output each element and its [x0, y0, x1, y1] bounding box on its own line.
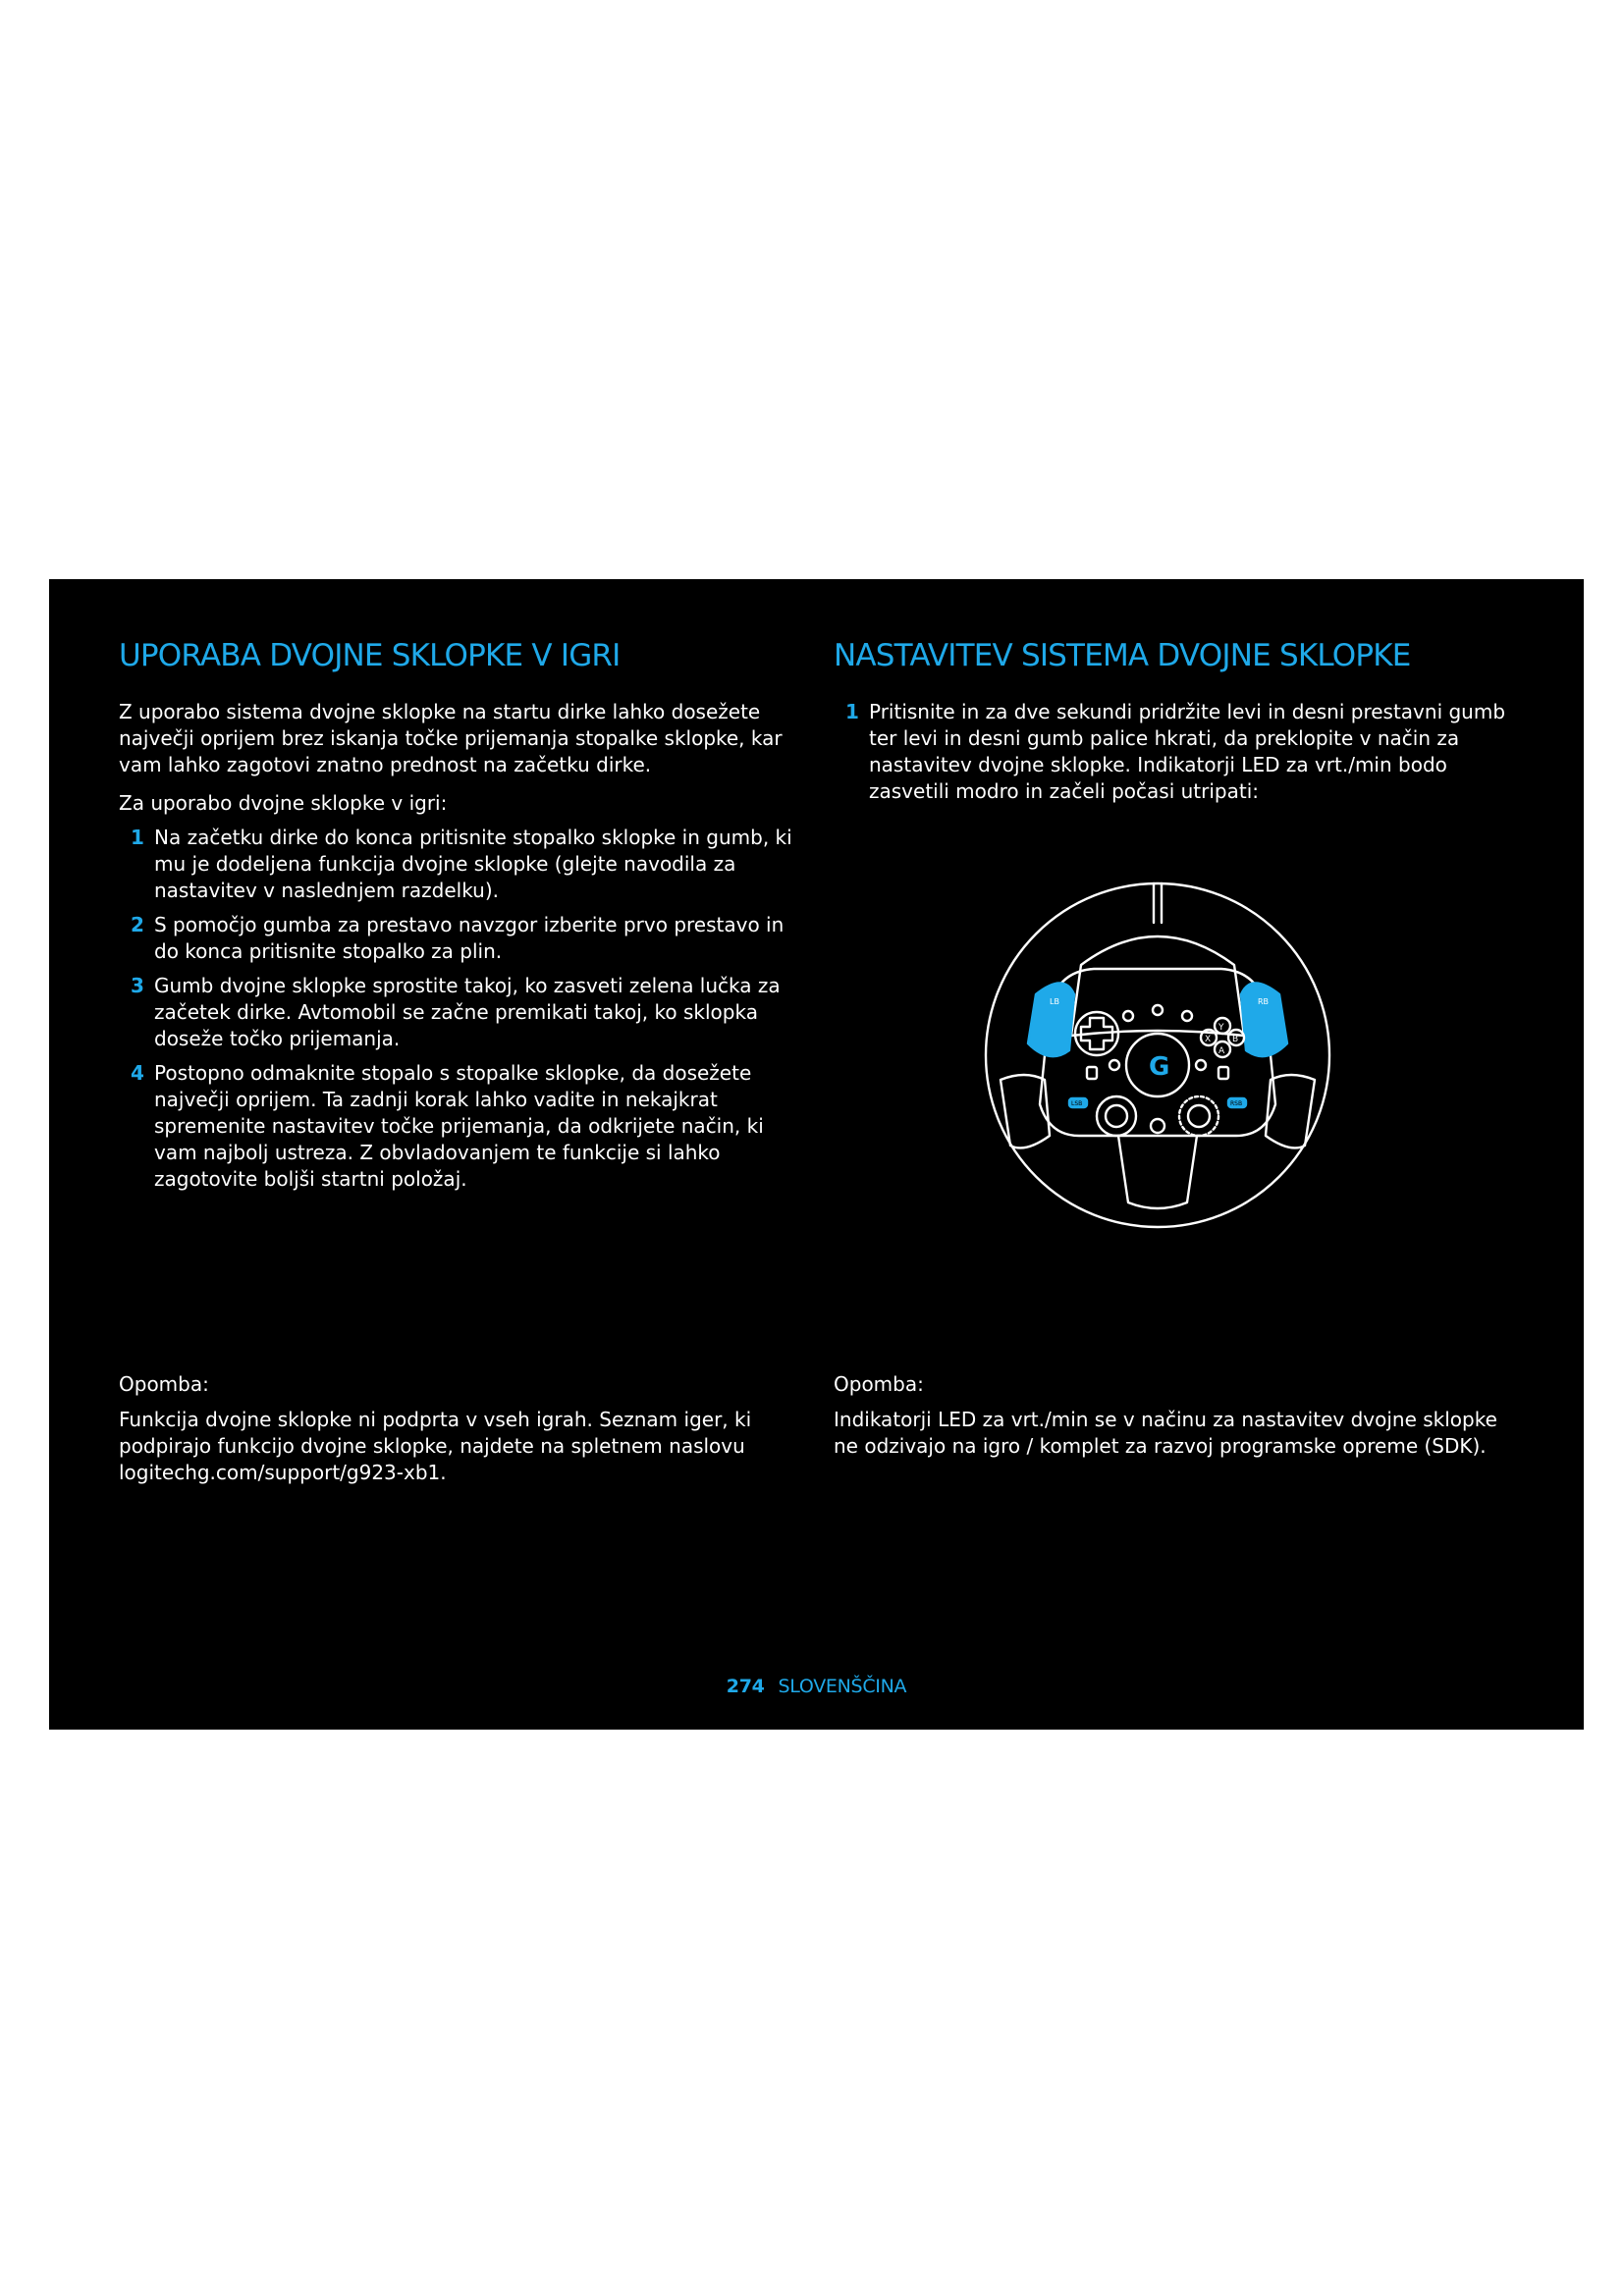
b-label: B [1232, 1035, 1239, 1044]
small-button-icon [1110, 1060, 1119, 1070]
step-item [119, 825, 806, 904]
left-heading: UPORABA DVOJNE SKLOPKE V IGRI [119, 638, 621, 673]
steering-wheel-illustration [971, 879, 1344, 1232]
lsb-label: LSB [1071, 1100, 1083, 1107]
right-heading: NASTAVITEV SISTEMA DVOJNE SKLOPKE [834, 638, 1411, 673]
right-note-text: Indikatorji LED za vrt./min se v načinu za nastavitev dvojne sklopke ne odzivajo na igro / komplet za razvoj programske opreme (SDK). [834, 1408, 1497, 1458]
step-number: 4 [131, 1061, 144, 1085]
menu-button-icon [1218, 1067, 1228, 1079]
step-number: 1 [131, 826, 144, 849]
y-label: Y [1218, 1023, 1224, 1033]
plus-minus-dial-inner [1106, 1105, 1127, 1127]
plus-minus-dial-icon [1097, 1096, 1136, 1136]
step-text: Gumb dvojne sklopke sprostite takoj, ko zasveti zelena lučka za začetek dirke. Avtomobil se začne premikati takoj, ko sklopka doseže točko prijemanja. [154, 974, 781, 1050]
small-button-icon [1182, 1011, 1192, 1021]
small-button-icon [1196, 1060, 1206, 1070]
left-note-text: Funkcija dvojne sklopke ni podprta v vseh igrah. Seznam iger, ki podpirajo funkcijo dvojne sklopke, najdete na spletnem naslovu logitechg.com/support/g923-xb1. [119, 1408, 752, 1484]
page-number: 274 [726, 1676, 765, 1697]
step-item [119, 912, 806, 965]
rb-label: RB [1258, 997, 1270, 1006]
step-number: 1 [845, 700, 859, 723]
a-label: A [1218, 1046, 1225, 1056]
step-number: 2 [131, 913, 144, 936]
page-footer [49, 1676, 1584, 1697]
left-intro: Z uporabo sistema dvojne sklopke na startu dirke lahko dosežete največji oprijem brez iskanja točke prijemanja stopalke sklopke, kar vam lahko zagotovi znatno prednost na začetku dirke. [119, 700, 783, 776]
left-note-label: Opomba: [119, 1372, 209, 1396]
step-number: 3 [131, 974, 144, 997]
small-button-icon [1153, 1005, 1163, 1015]
small-button-icon [1123, 1011, 1133, 1021]
wheel-lower-spoke [1118, 1136, 1197, 1208]
right-note-label: Opomba: [834, 1372, 924, 1396]
rotary-selector-inner [1188, 1105, 1210, 1127]
wheel-rim-inner-top [1071, 936, 1244, 1036]
step-text: Na začetku dirke do konca pritisnite stopalko sklopke in gumb, ki mu je dodeljena funkcija dvojne sklopke (glejte navodila za nastavitev v naslednjem razdelku). [154, 826, 792, 902]
xbox-button-icon [1151, 1119, 1164, 1133]
step-text: S pomočjo gumba za prestavo navzgor izberite prvo prestavo in do konca pritisnite stopalko za plin. [154, 913, 785, 963]
logitech-g-logo-icon: G [1149, 1052, 1170, 1082]
footer-language: SLOVENŠČINA [778, 1676, 907, 1697]
right-steps [834, 699, 1521, 813]
step-item [119, 1060, 806, 1193]
rotary-selector-icon [1179, 1096, 1218, 1136]
left-steps [119, 825, 806, 1201]
rsb-label: RSB [1230, 1100, 1243, 1107]
step-text: Postopno odmaknite stopalo s stopalke sklopke, da dosežete največji oprijem. Ta zadnji korak lahko vadite in nekajkrat spremenite nastavitev točke prijemanja, da odkrijete način, ki vam najbolj ustreza. Z obvladovanjem te funkcije si lahko zagotovite boljši startni položaj. [154, 1061, 764, 1191]
view-button-icon [1087, 1067, 1097, 1079]
manual-page [49, 579, 1584, 1730]
step-item [834, 699, 1521, 805]
lb-label: LB [1050, 997, 1059, 1006]
left-lead: Za uporabo dvojne sklopke v igri: [119, 791, 448, 815]
x-label: X [1205, 1035, 1212, 1044]
left-paddle-shifter [1028, 984, 1074, 1057]
step-item [119, 973, 806, 1052]
right-paddle-shifter [1241, 984, 1287, 1057]
step-text: Pritisnite in za dve sekundi pridržite levi in desni prestavni gumb ter levi in desni gumb palice hkrati, da preklopite v način za nastavitev dvojne sklopke. Indikatorji LED za vrt./min bodo zasvetili modro in začeli počasi utripati: [869, 700, 1506, 803]
